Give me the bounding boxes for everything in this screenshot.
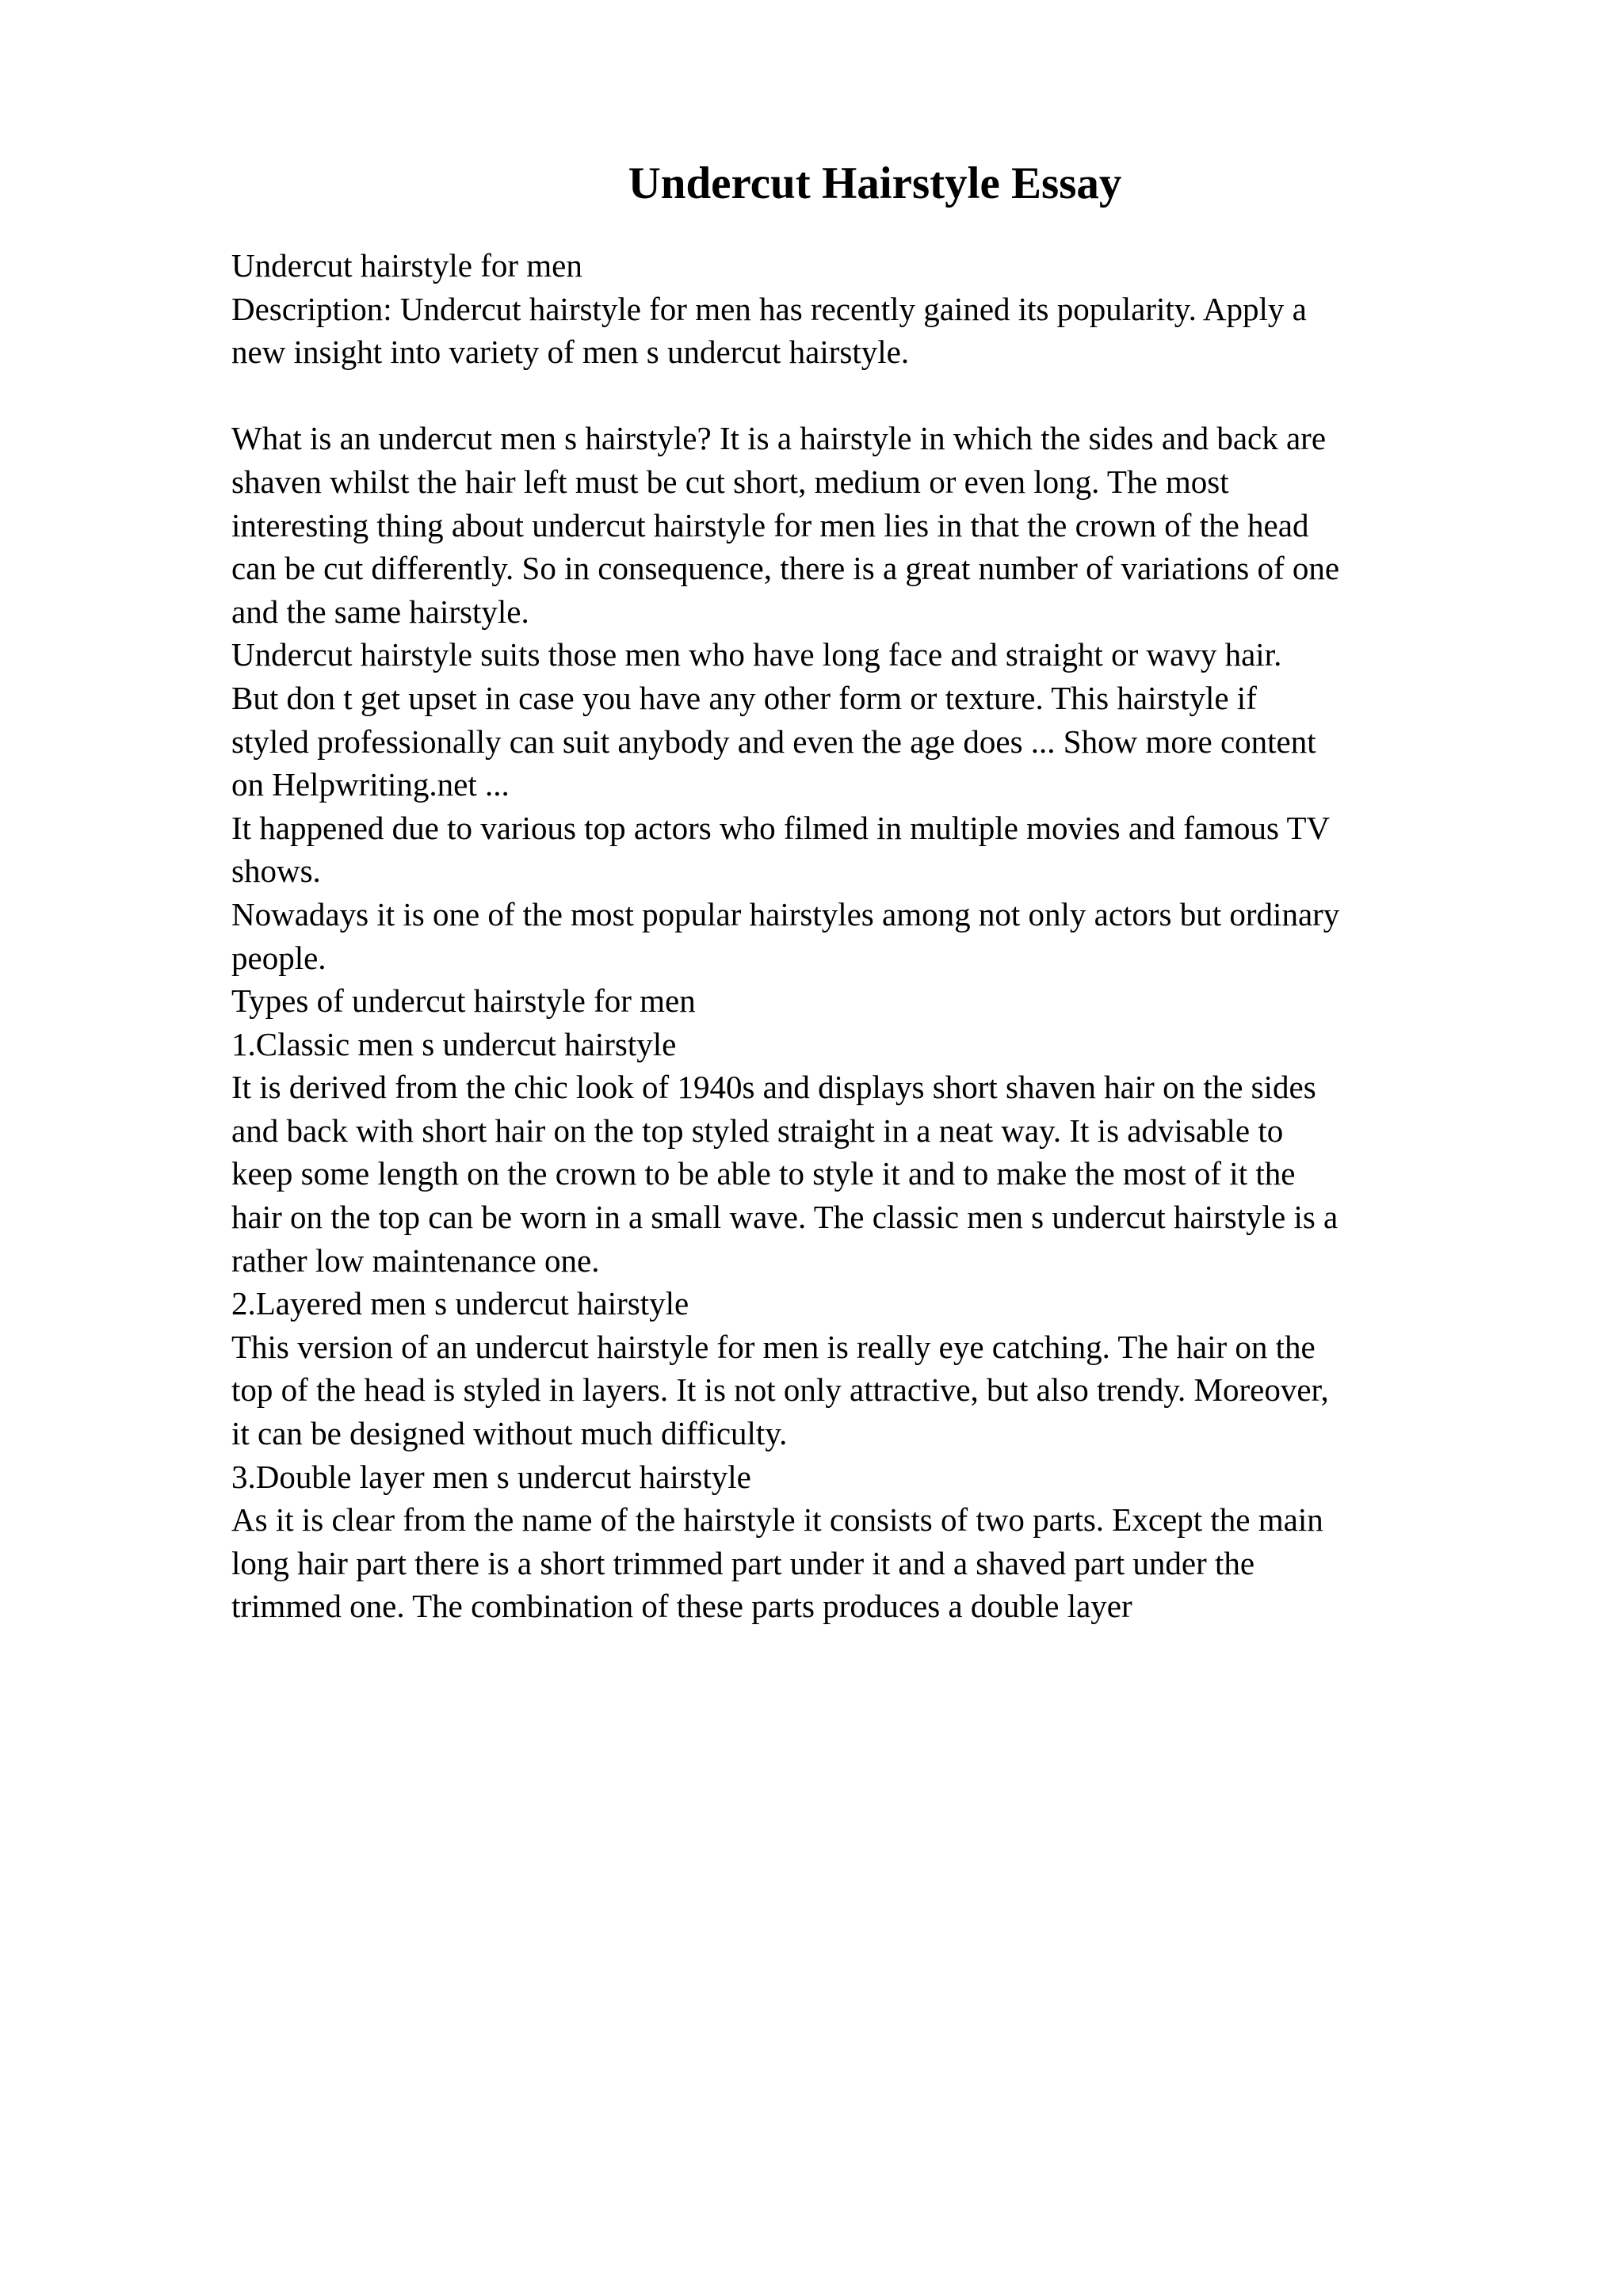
text-line: It happened due to various top actors who filmed in multiple movies and famous TV [231,809,1331,846]
text-line: shaven whilst the hair left must be cut short, medium or even long. The most [231,463,1229,500]
text-line: rather low maintenance one. [231,1241,600,1279]
text-line: long hair part there is a short trimmed part under it and a shaved part under the [231,1544,1255,1581]
text-line: This version of an undercut hairstyle for men is really eye catching. The hair on the [231,1328,1316,1365]
text-line: It is derived from the chic look of 1940s and displays short shaven hair on the sides [231,1069,1316,1106]
text-line: Nowadays it is one of the most popular hairstyles among not only actors but ordinary [231,895,1340,933]
text-line: and the same hairstyle. [231,593,529,630]
text-line: new insight into variety of men s undercut hairstyle. [231,334,910,371]
text-line: keep some length on the crown to be able to style it and to make the most of it the [231,1155,1296,1192]
text-line: Description: Undercut hairstyle for men has recently gained its popularity. Apply a [231,290,1307,327]
text-line: and back with short hair on the top styled straight in a neat way. It is advisable to [231,1112,1284,1149]
paragraph-gap [231,374,1531,418]
text-line: Undercut hairstyle suits those men who have long face and straight or wavy hair. [231,636,1282,673]
document-body [231,244,1531,1628]
text-line: shows. [231,852,321,890]
text-line: hair on the top can be worn in a small wave. The classic men s undercut hairstyle is a [231,1199,1338,1236]
text-line: Undercut hairstyle for men [231,247,582,284]
text-line: What is an undercut men s hairstyle? It is a hairstyle in which the sides and back are [231,420,1327,457]
text-line: trimmed one. The combination of these parts produces a double layer [231,1588,1132,1625]
text-line: people. [231,939,327,976]
text-line: interesting thing about undercut hairstyle for men lies in that the crown of the head [231,506,1309,543]
text-line: 3.Double layer men s undercut hairstyle [231,1458,751,1495]
text-line: But don t get upset in case you have any other form or texture. This hairstyle if [231,679,1257,716]
text-line: As it is clear from the name of the hairstyle it consists of two parts. Except the main [231,1501,1323,1539]
text-line: top of the head is styled in layers. It is not only attractive, but also trendy. Moreover, [231,1371,1329,1409]
document-title: Undercut Hairstyle Essay [628,158,1122,208]
text-line: 1.Classic men s undercut hairstyle [231,1025,677,1062]
text-line: 2.Layered men s undercut hairstyle [231,1285,689,1322]
text-line: on Helpwriting.net ... [231,766,510,803]
text-line: styled professionally can suit anybody and even the age does ... Show more content [231,723,1316,760]
text-line: it can be designed without much difficulty. [231,1415,788,1452]
text-line: Types of undercut hairstyle for men [231,982,696,1020]
text-line: can be cut differently. So in consequence, there is a great number of variations of one [231,550,1340,587]
